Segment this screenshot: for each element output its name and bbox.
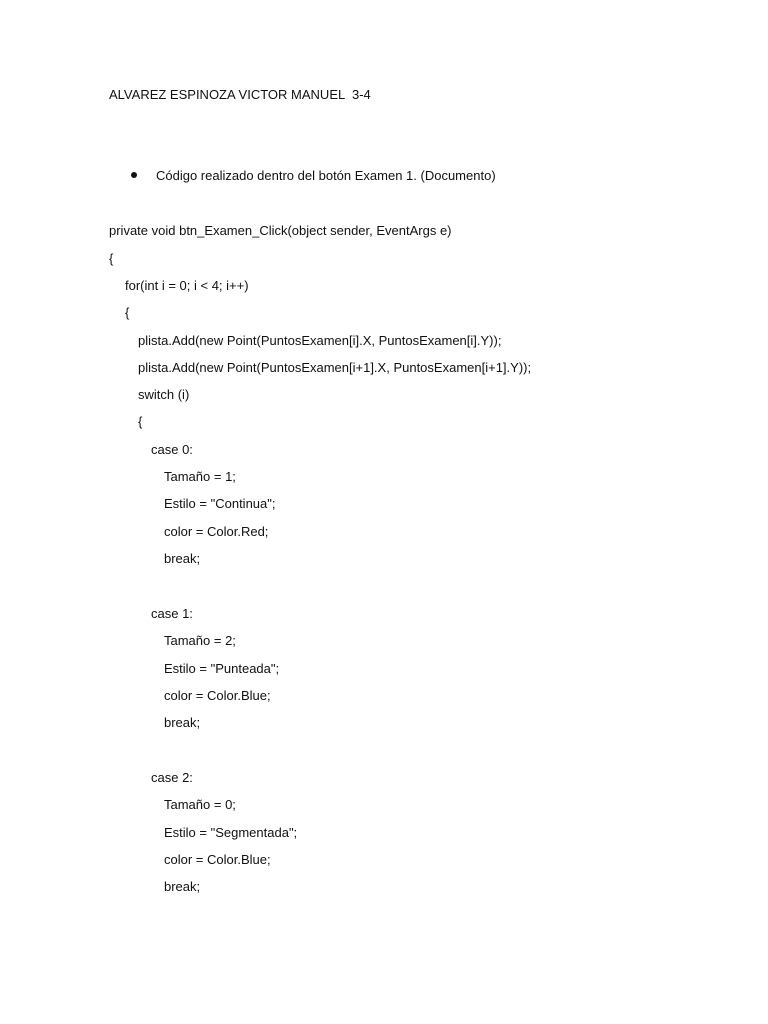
- code-line: plista.Add(new Point(PuntosExamen[i].X, PuntosExamen[i].Y));: [138, 333, 502, 348]
- code-line: color = Color.Blue;: [164, 852, 271, 867]
- code-line: Tamaño = 0;: [164, 797, 236, 812]
- code-line: for(int i = 0; i < 4; i++): [125, 278, 249, 293]
- bullet-text: Código realizado dentro del botón Examen 1. (Documento): [156, 168, 496, 183]
- code-line: switch (i): [138, 387, 190, 402]
- code-line: Estilo = "Punteada";: [164, 661, 280, 676]
- code-line: color = Color.Red;: [164, 524, 269, 539]
- code-line: Estilo = "Continua";: [164, 496, 276, 511]
- code-line: {: [109, 251, 114, 266]
- code-line: {: [125, 305, 130, 320]
- code-line: case 0:: [151, 442, 193, 457]
- code-line: color = Color.Blue;: [164, 688, 271, 703]
- code-line: case 1:: [151, 606, 193, 621]
- code-line: {: [138, 414, 143, 429]
- code-line: Tamaño = 1;: [164, 469, 236, 484]
- code-line: Estilo = "Segmentada";: [164, 825, 298, 840]
- code-line: break;: [164, 715, 201, 730]
- bullet-icon: [131, 172, 137, 178]
- author-header: ALVAREZ ESPINOZA VICTOR MANUEL 3-4: [109, 87, 371, 102]
- code-line: plista.Add(new Point(PuntosExamen[i+1].X, PuntosExamen[i+1].Y));: [138, 360, 532, 375]
- code-line: case 2:: [151, 770, 193, 785]
- code-line: private void btn_Examen_Click(object sender, EventArgs e): [109, 223, 452, 238]
- code-line: break;: [164, 879, 201, 894]
- code-line: Tamaño = 2;: [164, 633, 236, 648]
- code-line: break;: [164, 551, 201, 566]
